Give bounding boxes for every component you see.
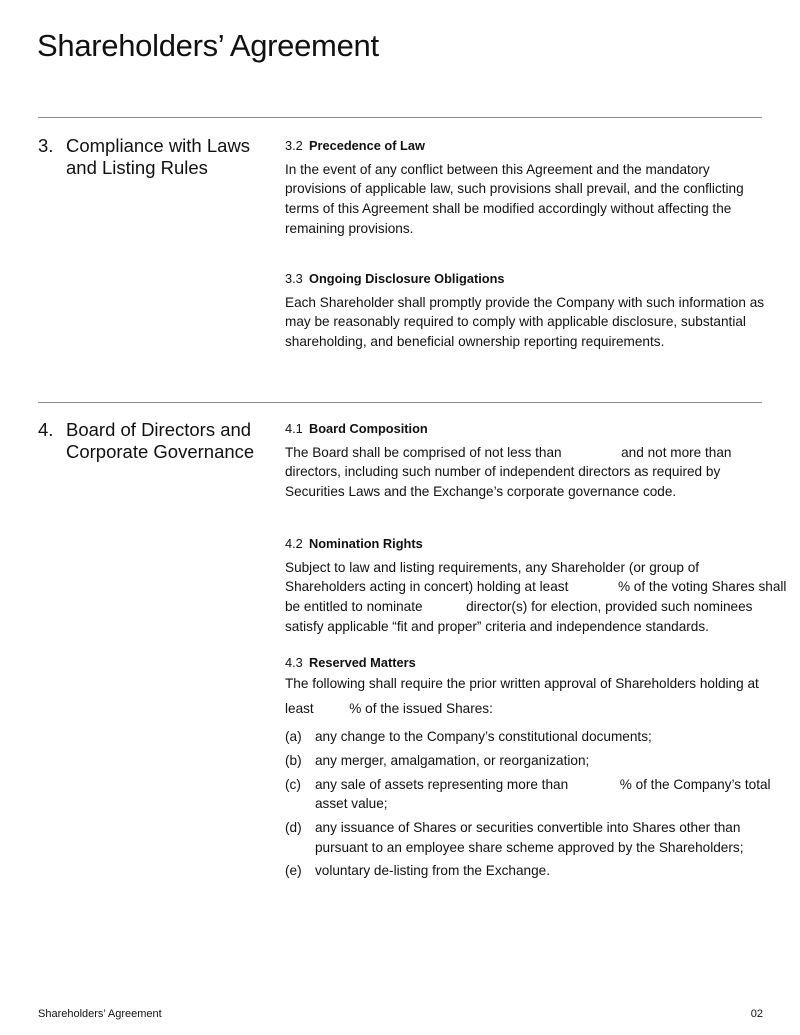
item-text: voluntary de-listing from the Exchange. — [315, 863, 550, 879]
clause-text: In the event of any conflict between this Agreement and the mandatory — [285, 161, 710, 177]
clause-text: The Board shall be comprised of not less than — [285, 444, 562, 460]
list-item — [285, 751, 765, 771]
section-number: 3. — [38, 135, 54, 156]
clause-text: satisfy applicable “fit and proper” criteria and independence standards. — [285, 618, 709, 634]
item-text: any change to the Company’s constitutional documents; — [315, 729, 652, 745]
item-text: any sale of assets representing more than — [315, 776, 569, 792]
clause-text: provisions of applicable law, such provisions shall prevail, and the conflicting — [285, 181, 744, 197]
asset-percent-blank[interactable] — [572, 778, 616, 792]
clause-number: 4.2 — [285, 536, 303, 551]
clause-number: 3.3 — [285, 271, 303, 286]
section-number: 4. — [38, 419, 54, 440]
clause-title: Ongoing Disclosure Obligations — [309, 271, 505, 286]
clause-number: 3.2 — [285, 138, 303, 153]
clause-text: director(s) for election, provided such nominees — [466, 599, 753, 615]
list-item — [285, 775, 771, 814]
clause-number: 4.3 — [285, 655, 303, 670]
list-item — [285, 818, 765, 857]
section-4-heading — [38, 419, 254, 463]
item-label: (a) — [285, 729, 302, 745]
clause-heading — [285, 136, 765, 156]
clause-text: and not more than — [621, 444, 732, 460]
min-directors-blank[interactable] — [565, 446, 617, 460]
clause-title: Board Composition — [309, 421, 428, 436]
clause-text: Shareholders acting in concert) holding at least — [285, 579, 569, 595]
page-number: 02 — [750, 1008, 763, 1020]
divider — [38, 117, 762, 118]
item-text: asset value; — [315, 796, 388, 812]
item-text: % of the Company’s total — [619, 776, 771, 792]
item-text: any merger, amalgamation, or reorganization; — [315, 752, 590, 768]
nomination-percent-blank[interactable] — [572, 581, 614, 595]
clause-4-3 — [285, 653, 771, 881]
clause-4-2 — [285, 534, 787, 637]
section-title-line: Board of Directors and — [66, 419, 252, 440]
clause-heading — [285, 653, 765, 673]
clause-title: Nomination Rights — [309, 536, 423, 551]
section-title-line: Corporate Governance — [66, 441, 255, 462]
clause-text: may be reasonably required to comply with applicable disclosure, substantial — [285, 314, 746, 330]
item-label: (e) — [285, 863, 302, 879]
section-title-line: and Listing Rules — [66, 157, 208, 178]
clause-4-1 — [285, 419, 765, 502]
clause-text: Securities Laws and the Exchange’s corporate governance code. — [285, 484, 677, 500]
clause-text: least — [285, 701, 314, 717]
footer-title: Shareholders’ Agreement — [38, 1008, 162, 1020]
clause-text: remaining provisions. — [285, 220, 414, 236]
clause-text: directors, including such number of independent directors as required by — [285, 464, 721, 480]
clause-3-3 — [285, 269, 765, 352]
list-item — [285, 861, 765, 881]
section-title-line: Compliance with Laws — [66, 135, 251, 156]
divider — [38, 402, 762, 403]
item-label: (b) — [285, 752, 302, 768]
clause-title: Precedence of Law — [309, 138, 425, 153]
clause-heading — [285, 534, 765, 554]
clause-text: be entitled to nominate — [285, 599, 423, 615]
clause-text: % of the voting Shares shall — [617, 579, 787, 595]
nominee-count-blank[interactable] — [426, 601, 462, 615]
clause-text: The following shall require the prior written approval of Shareholders holding at — [285, 675, 759, 691]
list-item — [285, 727, 765, 747]
clause-text: Each Shareholder shall promptly provide the Company with such information as — [285, 294, 765, 310]
clause-heading — [285, 419, 765, 439]
page-title: Shareholders’ Agreement — [37, 28, 379, 63]
clause-text: % of the issued Shares: — [349, 701, 493, 717]
item-label: (c) — [285, 776, 301, 792]
clause-number: 4.1 — [285, 421, 303, 436]
item-text: pursuant to an employee share scheme approved by the Shareholders; — [315, 839, 744, 855]
reserved-matters-list — [285, 727, 771, 881]
reserved-percent-blank[interactable] — [318, 703, 346, 717]
item-text: any issuance of Shares or securities convertible into Shares other than — [315, 819, 741, 835]
clause-text: Subject to law and listing requirements, any Shareholder (or group of — [285, 559, 700, 575]
clause-3-2 — [285, 136, 765, 239]
item-label: (d) — [285, 819, 302, 835]
section-3-heading — [38, 135, 250, 179]
clause-heading — [285, 269, 765, 289]
clause-title: Reserved Matters — [309, 655, 416, 670]
clause-text: shareholding, and beneficial ownership reporting requirements. — [285, 334, 665, 350]
clause-text: terms of this Agreement shall be modified accordingly without affecting the — [285, 201, 732, 217]
